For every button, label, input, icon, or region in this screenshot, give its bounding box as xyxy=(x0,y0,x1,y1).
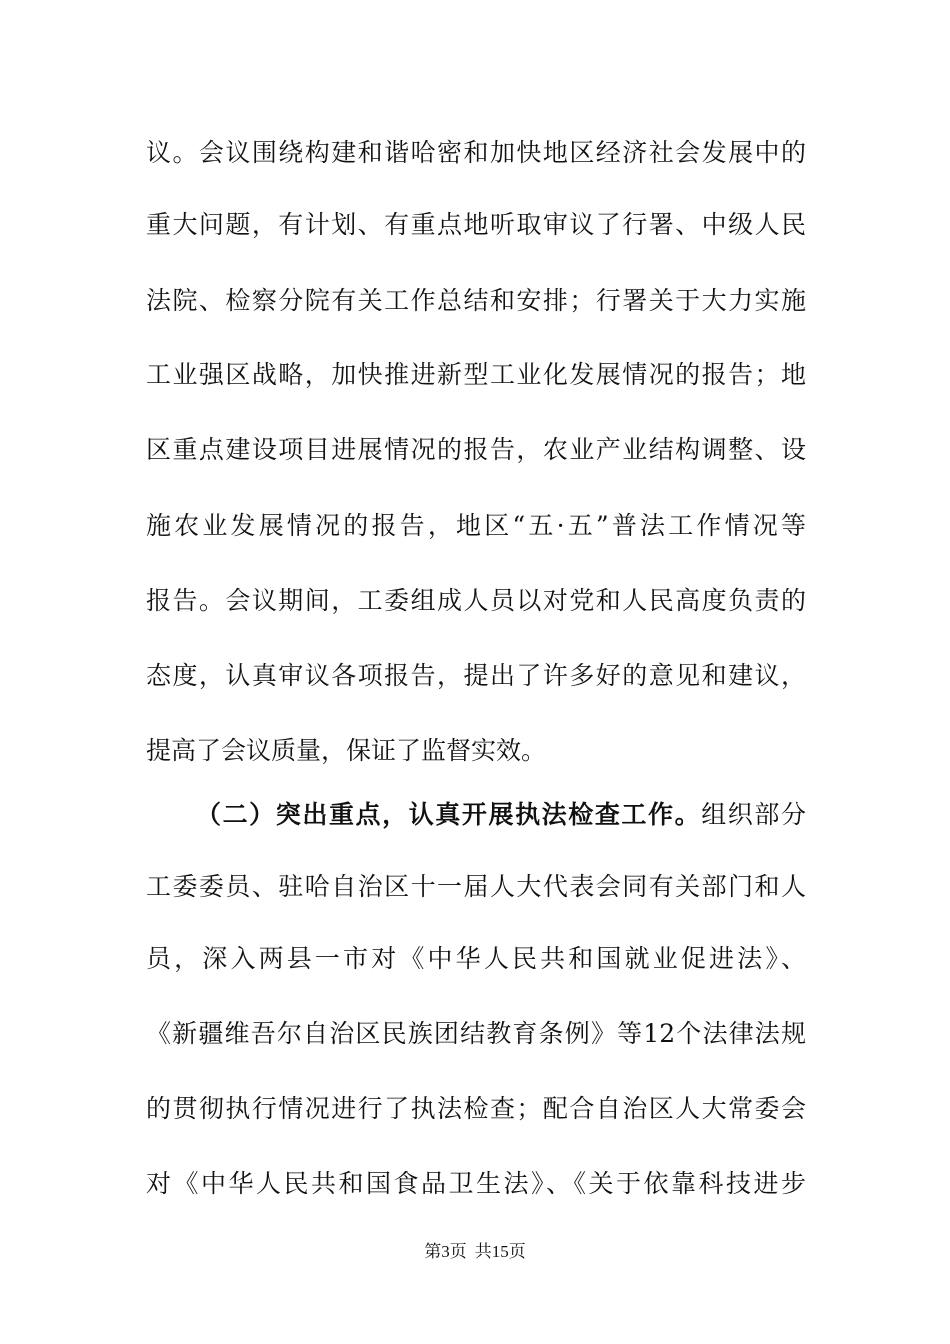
paragraph-line: 工业强区战略，加快推进新型工业化发展情况的报告；地 xyxy=(146,360,806,389)
paragraph-line: 报告。会议期间，工委组成人员以对党和人民高度负责的 xyxy=(146,586,806,615)
paragraph-line: 重大问题，有计划、有重点地听取审议了行署、中级人民 xyxy=(146,210,806,239)
paragraph-line: 态度，认真审议各项报告，提出了许多好的意见和建议， xyxy=(146,661,806,690)
paragraph-line: 提高了会议质量，保证了监督实效。 xyxy=(146,736,547,765)
paragraph-line: 的贯彻执行情况进行了执法检查；配合自治区人大常委会 xyxy=(146,1094,806,1123)
paragraph-line: 施农业发展情况的报告，地区“五·五”普法工作情况等 xyxy=(146,511,806,540)
paragraph-line: 员，深入两县一市对《中华人民共和国就业促进法》、 xyxy=(146,944,806,973)
paragraph-line: 《新疆维吾尔自治区民族团结教育条例》等12个法律法规 xyxy=(146,1019,806,1048)
paragraph-line: 对《中华人民共和国食品卫生法》、《关于依靠科技进步 xyxy=(146,1169,806,1198)
paragraph-line: 区重点建设项目进展情况的报告，农业产业结构调整、设 xyxy=(146,435,806,464)
section-heading-tail: 组织部分 xyxy=(701,800,806,829)
section-heading-line xyxy=(196,795,806,835)
page-number: 第3页 xyxy=(424,1242,467,1261)
paragraph-line: 议。会议围绕构建和谐哈密和加快地区经济社会发展中的 xyxy=(146,138,806,167)
paragraph-line: 工委委员、驻哈自治区十一届人大代表会同有关部门和人 xyxy=(146,872,806,901)
paragraph-line: 法院、检察分院有关工作总结和安排；行署关于大力实施 xyxy=(146,286,806,315)
page-footer xyxy=(0,1240,950,1264)
section-heading: （二）突出重点，认真开展执法检查工作。 xyxy=(196,800,702,829)
page-total: 共15页 xyxy=(474,1242,526,1261)
